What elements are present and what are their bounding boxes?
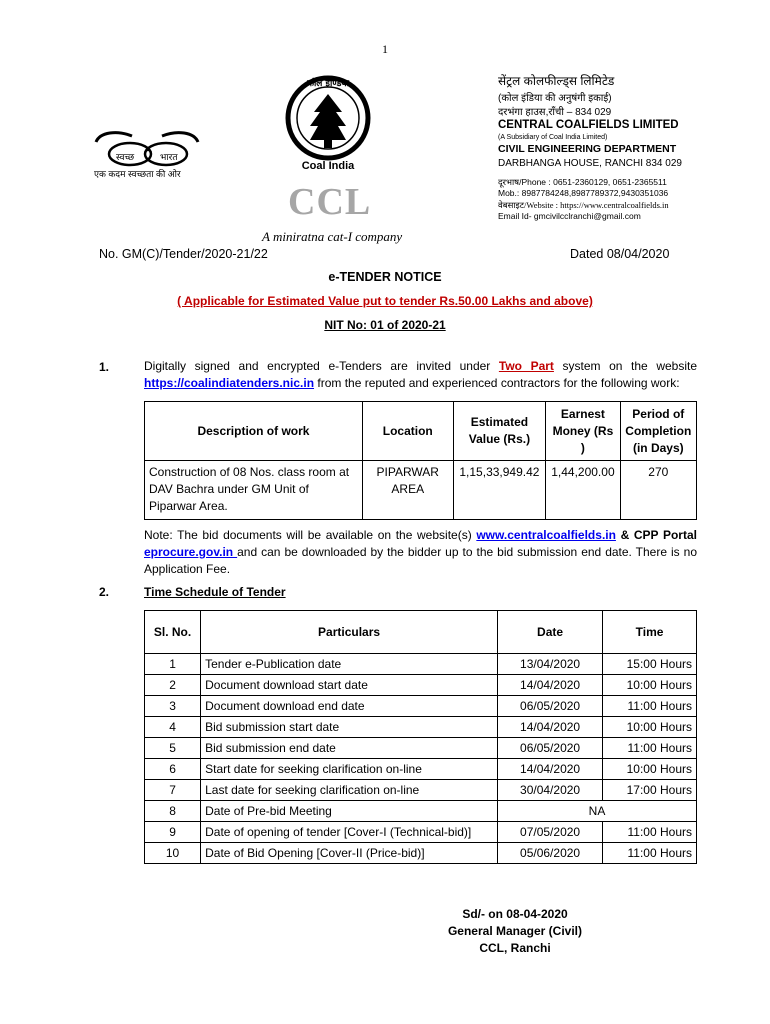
work-period: 270 — [620, 461, 696, 520]
date: 30/04/2020 — [498, 780, 603, 801]
coal-india-emblem — [280, 68, 376, 174]
header-period: Period of Completion (in Days) — [620, 402, 696, 461]
sl-no: 7 — [145, 780, 201, 801]
time: 10:00 Hours — [603, 675, 697, 696]
swachh-tagline: एक कदम स्वच्छता की ओर — [94, 169, 181, 179]
schedule-table — [144, 610, 697, 864]
hindi-company-name: सेंट्रल कोलफील्ड्स लिमिटेड — [498, 74, 615, 88]
email: Email Id- gmcivilcclranchi@gmail.com — [498, 211, 641, 221]
two-part-text: Two Part — [498, 359, 554, 373]
time: 10:00 Hours — [603, 759, 697, 780]
particulars: Tender e-Publication date — [201, 654, 498, 675]
particulars: Date of opening of tender [Cover-I (Technical-bid)] — [201, 822, 498, 843]
sl-no: 2 — [145, 675, 201, 696]
particulars: Date of Bid Opening [Cover-II (Price-bid)] — [201, 843, 498, 864]
header-date: Date — [498, 611, 603, 654]
bharat-word: भारत — [160, 152, 178, 162]
hindi-subsidiary: (कोल इंडिया की अनुषंगी इकाई) — [498, 93, 612, 104]
sl-no: 8 — [145, 801, 201, 822]
sl-no: 6 — [145, 759, 201, 780]
date: 07/05/2020 — [498, 822, 603, 843]
notice-subtitle: ( Applicable for Estimated Value put to tender Rs.50.00 Lakhs and above) — [177, 294, 593, 308]
date-time-na: NA — [498, 801, 697, 822]
phone: दूरभाष/Phone : 0651-2360129, 0651-2365511 — [498, 177, 667, 187]
particulars: Start date for seeking clarification on-line — [201, 759, 498, 780]
hindi-address: दरभंगा हाउस,राँची – 834 029 — [498, 107, 612, 118]
department-name: CIVIL ENGINEERING DEPARTMENT — [498, 143, 677, 155]
miniratna-tagline: A miniratna cat-I company — [262, 229, 403, 244]
swachh-word: स्वच्छ — [116, 152, 135, 162]
table-row — [145, 759, 697, 780]
header-time: Time — [603, 611, 697, 654]
header-earnest-money: Earnest Money (Rs ) — [546, 402, 620, 461]
signature-block — [0, 906, 770, 957]
time: 11:00 Hours — [603, 843, 697, 864]
swachh-bharat-glasses-logo — [92, 128, 202, 168]
date: 06/05/2020 — [498, 696, 603, 717]
table-row — [145, 780, 697, 801]
emblem-hindi-text: कोल इण्डिया — [307, 79, 349, 89]
section-2-heading: Time Schedule of Tender — [144, 585, 286, 599]
reference-number: No. GM(C)/Tender/2020-21/22 — [99, 247, 268, 261]
work-table-header — [145, 402, 697, 461]
date: 05/06/2020 — [498, 843, 603, 864]
particulars: Last date for seeking clarification on-line — [201, 780, 498, 801]
signatory-office: CCL, Ranchi — [479, 941, 551, 955]
date: 14/04/2020 — [498, 759, 603, 780]
eprocure-link[interactable]: eprocure.gov.in — [144, 545, 238, 559]
sl-no: 4 — [145, 717, 201, 738]
table-row — [145, 717, 697, 738]
date: 14/04/2020 — [498, 675, 603, 696]
time: 10:00 Hours — [603, 717, 697, 738]
time: 11:00 Hours — [603, 696, 697, 717]
centralcoalfields-link[interactable]: www.centralcoalfields.in — [476, 528, 616, 542]
notice-date: Dated 08/04/2020 — [570, 247, 670, 261]
section-1-text: Digitally signed and encrypted e-Tenders are invited under Two Part system on the website https://coalindiatenders.nic.in from the reputed and experienced contractors for the following work: — [144, 359, 698, 390]
header-description: Description of work — [145, 402, 363, 461]
ccl-wordmark: CCL — [288, 181, 372, 223]
table-row — [145, 696, 697, 717]
header-location: Location — [362, 402, 453, 461]
table-row — [145, 801, 697, 822]
work-table — [144, 401, 697, 520]
header-estimated-value: Estimated Value (Rs.) — [453, 402, 546, 461]
website: वेबसाइट/Website : https://www.centralcoalfields.in — [498, 200, 669, 210]
table-row — [145, 675, 697, 696]
signature-line: Sd/- on 08-04-2020 — [462, 907, 568, 921]
header-particulars: Particulars — [201, 611, 498, 654]
date: 14/04/2020 — [498, 717, 603, 738]
time: 11:00 Hours — [603, 738, 697, 759]
header-sl-no: Sl. No. — [145, 611, 201, 654]
note-text: Note: The bid documents will be available on the website(s) www.centralcoalfields.in & CPP Portal eprocure.gov.in and can be downloaded by the bidder up to the bid submission end date. There is no Application Fee. — [144, 528, 697, 576]
table-row — [145, 822, 697, 843]
page-number: 1 — [382, 42, 388, 56]
date: 06/05/2020 — [498, 738, 603, 759]
work-location: PIPARWAR AREA — [362, 461, 453, 520]
time: 15:00 Hours — [603, 654, 697, 675]
particulars: Bid submission start date — [201, 717, 498, 738]
particulars: Document download end date — [201, 696, 498, 717]
subsidiary-note: (A Subsidiary of Coal India Limited) — [498, 134, 608, 141]
sl-no: 1 — [145, 654, 201, 675]
sl-no: 9 — [145, 822, 201, 843]
notice-title: e-TENDER NOTICE — [328, 270, 442, 284]
table-row — [145, 654, 697, 675]
sl-no: 3 — [145, 696, 201, 717]
table-row — [145, 843, 697, 864]
section-1-number: 1. — [99, 360, 110, 374]
date: 13/04/2020 — [498, 654, 603, 675]
nit-number: NIT No: 01 of 2020-21 — [324, 318, 446, 332]
company-name: CENTRAL COALFIELDS LIMITED — [498, 119, 679, 131]
address: DARBHANGA HOUSE, RANCHI 834 029 — [498, 158, 682, 169]
particulars: Bid submission end date — [201, 738, 498, 759]
schedule-header — [145, 611, 697, 654]
time: 11:00 Hours — [603, 822, 697, 843]
sl-no: 5 — [145, 738, 201, 759]
mobile: Mob.: 8987784248,8987789372,9430351036 — [498, 188, 669, 198]
coalindiatenders-link[interactable]: https://coalindiatenders.nic.in — [144, 376, 315, 390]
particulars: Document download start date — [201, 675, 498, 696]
work-table-row — [145, 461, 697, 520]
work-estimated-value: 1,15,33,949.42 — [453, 461, 546, 520]
sl-no: 10 — [145, 843, 201, 864]
time: 17:00 Hours — [603, 780, 697, 801]
work-earnest-money: 1,44,200.00 — [546, 461, 620, 520]
particulars: Date of Pre-bid Meeting — [201, 801, 498, 822]
section-2-number: 2. — [99, 585, 110, 599]
emblem-english-text: Coal India — [301, 160, 355, 172]
table-row — [145, 738, 697, 759]
work-description: Construction of 08 Nos. class room at DAV Bachra under GM Unit of Piparwar Area. — [145, 461, 363, 520]
signatory-title: General Manager (Civil) — [447, 924, 583, 938]
